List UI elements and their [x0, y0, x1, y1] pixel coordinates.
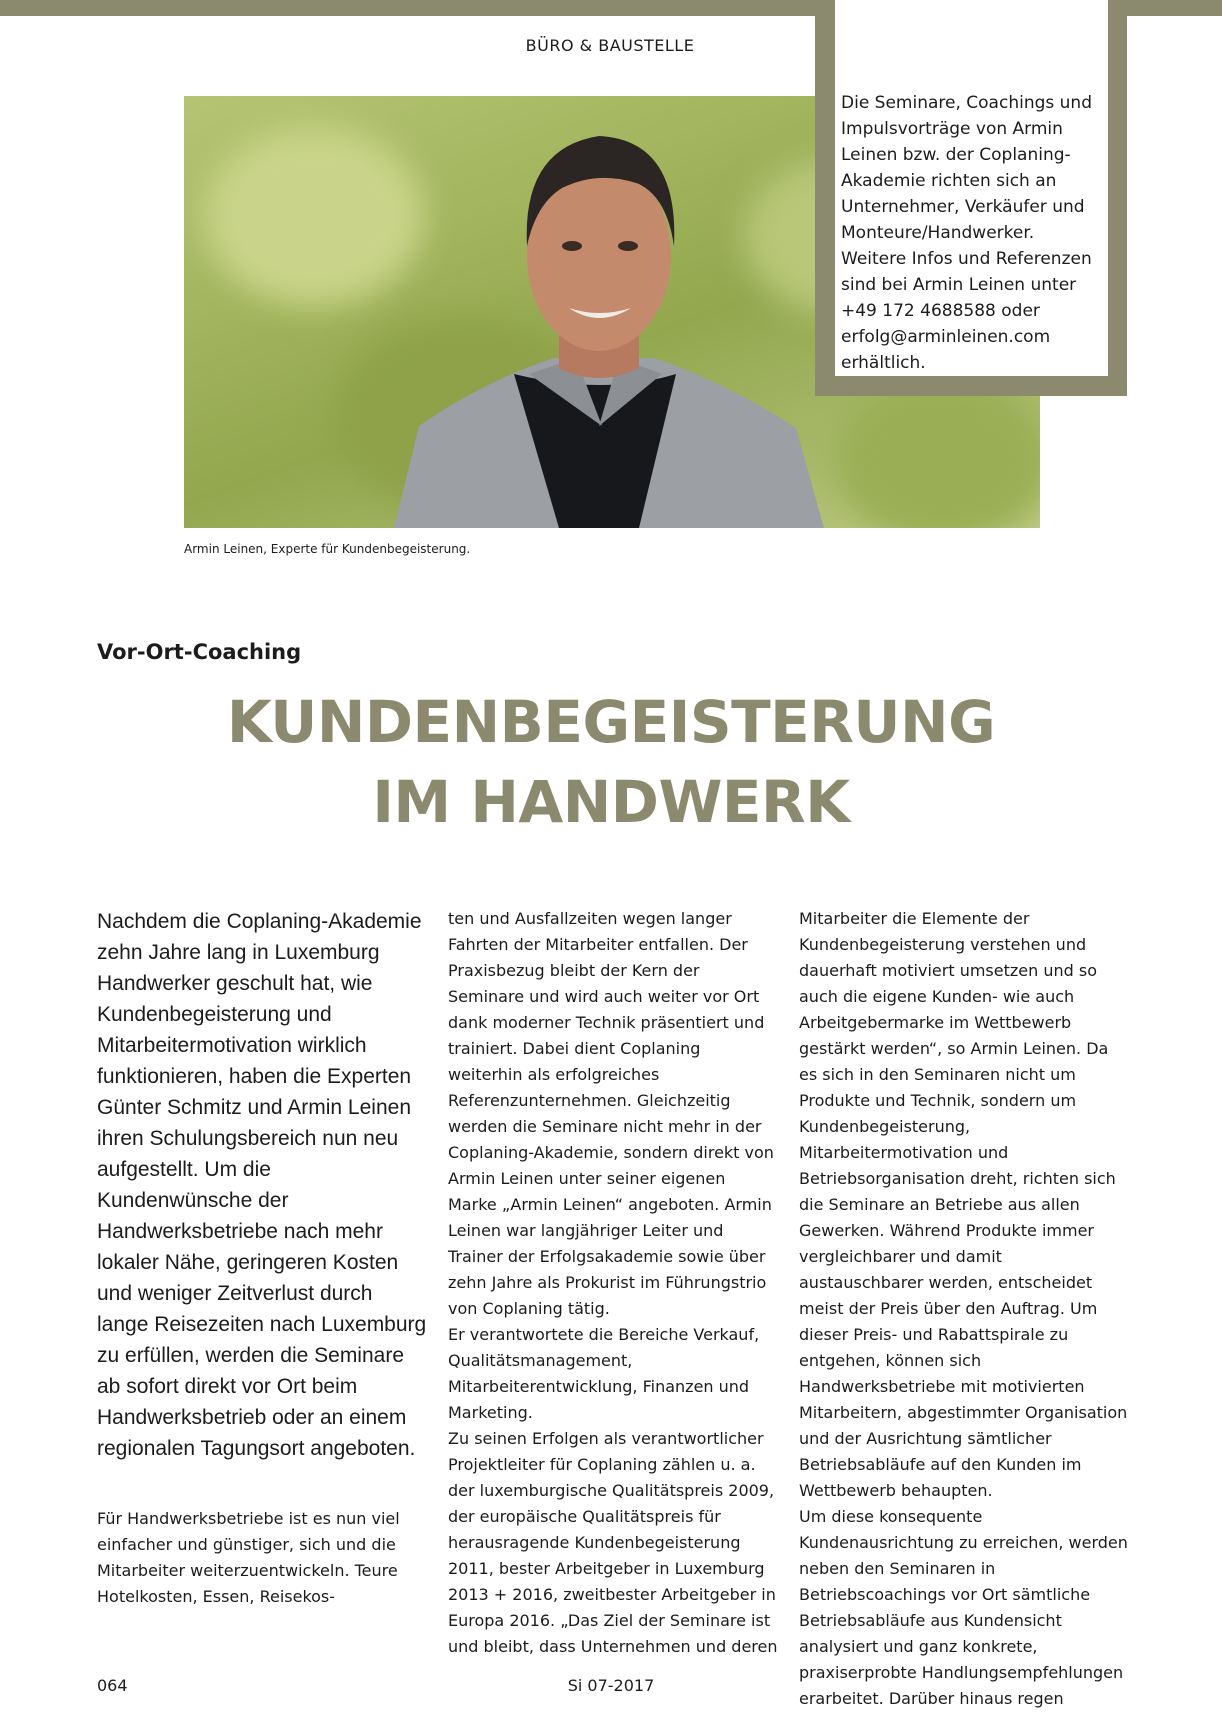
article-paragraph: Mitarbeiter die Elemente der Kundenbegeisterung verstehen und dauerhaft motiviert umsetzen und so auch die eigene Kunden- wie auch Arbeitgebermarke im Wettbewerb gestärkt werden“, so Armin Leinen. Da es sich in den Seminaren nicht um Produkte und Technik, sondern um Kundenbegeisterung, Mitarbeitermotivation und Betriebsorganisation dreht, richten sich die Seminare an Betriebe aus allen Gewerken. Während Produkte immer vergleichbarer und damit austauschbarer werden, entscheidet meist der Preis über den Auftrag. Um dieser Preis- und Rabattspirale zu entgehen, können sich Handwerksbetriebe mit motivierten Mitarbeitern, abgestimmter Organisation und der Ausrichtung sämtlicher Betriebsabläufe auf den Kunden im Wettbewerb behaupten. [799, 909, 1128, 1500]
article-paragraph: Er verantwortete die Bereiche Verkauf, Qualitätsmanagement, Mitarbeiterentwicklung, Finanzen und Marketing. [448, 1325, 760, 1422]
article-column-3 [799, 906, 1129, 1712]
article-paragraph: Zu seinen Erfolgen als verantwortlicher Projektleiter für Coplaning zählen u. a. der luxemburgische Qualitätspreis 2009, der europäische Qualitätspreis für herausragende Kundenbegeisterung 2011, bester Arbeitgeber in Luxemburg 2013 + 2016, zweitbester Arbeitgeber in Europa 2016. „Das Ziel der Seminare ist und bleibt, dass Unternehmen und deren [448, 1429, 778, 1656]
article-paragraph: Für Handwerksbetriebe ist es nun viel einfacher und günstiger, sich und die Mitarbeiter weiterzuentwickeln. Teure Hotelkosten, Essen, Reisekos- [97, 1509, 400, 1606]
headline-line-1: KUNDENBEGEISTERUNG [226, 688, 996, 756]
section-label: BÜRO & BAUSTELLE [525, 36, 695, 55]
article-column-2 [448, 906, 778, 1660]
article-kicker: Vor-Ort-Coaching [97, 640, 302, 664]
article-paragraph: ten und Ausfallzeiten wegen langer Fahrten der Mitarbeiter entfallen. Der Praxisbezug bleibt der Kern der Seminare und wird auch weiter vor Ort dank moderner Technik präsentiert und trainiert. Dabei dient Coplaning weiterhin als erfolgreiches Referenzunternehmen. Gleichzeitig werden die Seminare nicht mehr in der Coplaning-Akademie, sondern direkt von Armin Leinen unter seiner eigenen Marke „Armin Leinen“ angeboten. Armin Leinen war langjähriger Leiter und Trainer der Erfolgsakademie sowie über zehn Jahre als Prokurist im Führungstrio von Coplaning tätig. [448, 909, 774, 1318]
photo-caption: Armin Leinen, Experte für Kundenbegeisterung. [184, 542, 471, 556]
info-box: Die Seminare, Coachings und Impulsvorträge von Armin Leinen bzw. der Coplaning-Akademie richten sich an Unternehmer, Verkäufer und Monteure/Handwerker. Weitere Infos und Referenzen sind bei Armin Leinen unter +49 172 4688588 oder erfolg@arminleinen.com erhältlich. [835, 0, 1108, 376]
issue-label: Si 07-2017 [567, 1676, 655, 1695]
headline-line-2: IM HANDWERK [372, 768, 850, 836]
article-headline [0, 682, 1222, 842]
article-paragraph: Um diese konsequente Kundenausrichtung zu erreichen, werden neben den Seminaren in Betriebscoachings vor Ort sämtliche Betriebsabläufe aus Kundensicht analysiert und ganz konkrete, praxiserprobte Handlungsempfehlungen erarbeitet. Darüber hinaus regen [799, 1507, 1128, 1708]
article-intro: Nachdem die Coplaning-Akademie zehn Jahre lang in Luxemburg Handwerker geschult hat, wie Kundenbegeisterung und Mitarbeitermotivation wirklich funktionieren, haben die Experten Günter Schmitz und Armin Leinen ihren Schulungsbereich nun neu aufgestellt. Um die Kundenwünsche der Handwerksbetriebe nach mehr lokaler Nähe, geringeren Kosten und weniger Zeitverlust durch lange Reisezeiten nach Luxemburg zu erfüllen, werden die Seminare ab sofort direkt vor Ort beim Handwerksbetrieb oder an einem regionalen Tagungsort angeboten. [97, 910, 427, 1460]
article-column-1 [97, 906, 427, 1610]
page-number: 064 [97, 1676, 128, 1695]
